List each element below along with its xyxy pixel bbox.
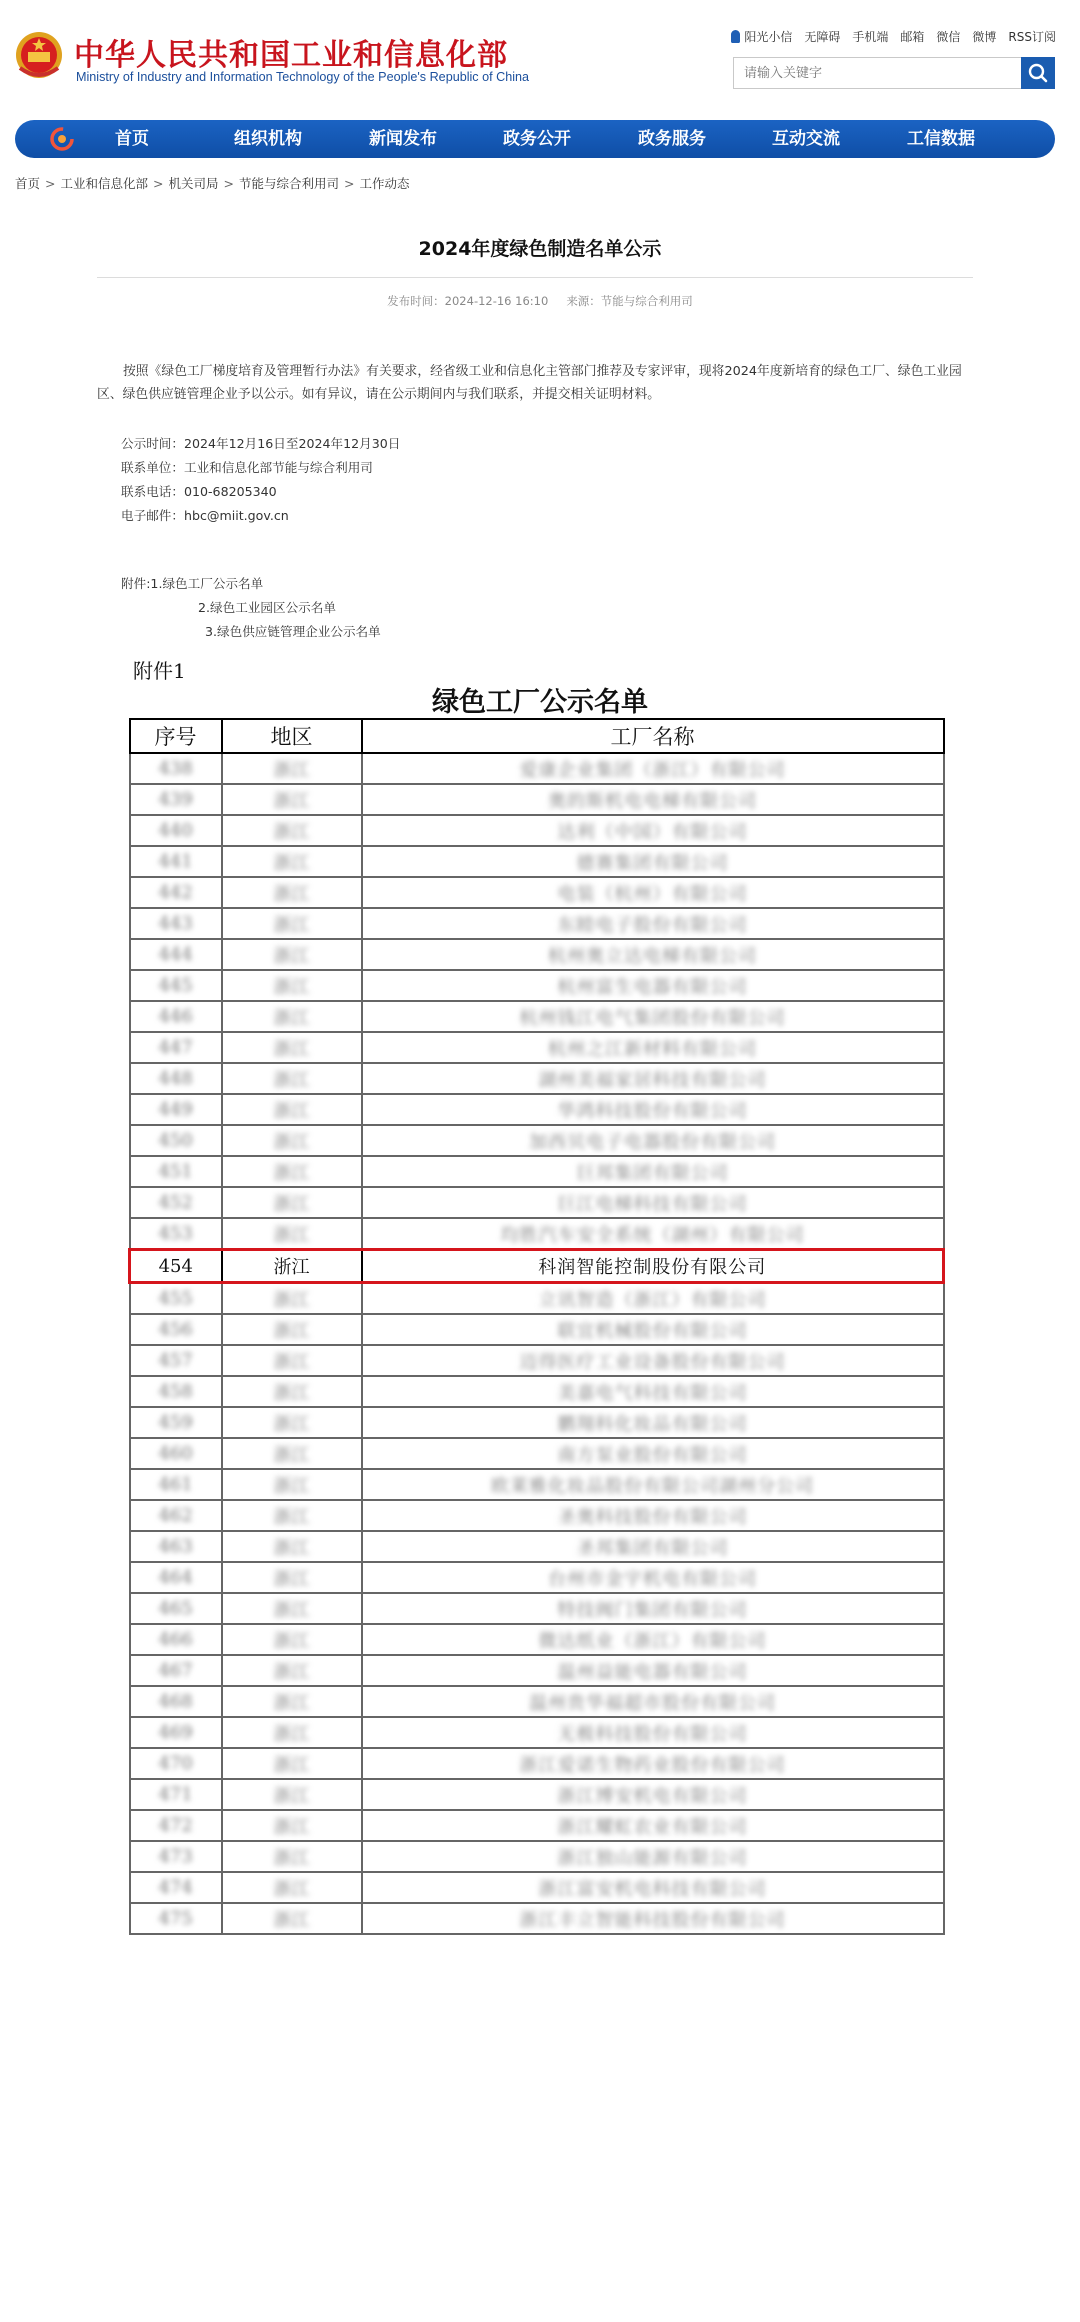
cell-region: 浙江 (222, 1903, 362, 1934)
top-link-weibo[interactable]: 微博 (972, 30, 997, 44)
cell-region: 浙江 (222, 1063, 362, 1094)
search-box (733, 57, 1055, 89)
cell-no: 458 (130, 1376, 222, 1407)
cell-no: 465 (130, 1593, 222, 1624)
cell-no: 446 (130, 1001, 222, 1032)
top-links (731, 28, 1056, 45)
cell-no: 454 (130, 1250, 222, 1283)
table-body (130, 753, 944, 1934)
sunshine-icon (731, 30, 740, 43)
table-row (130, 1314, 944, 1345)
top-link-rss[interactable]: RSS订阅 (1008, 30, 1056, 44)
breadcrumb-ministry[interactable]: 工业和信息化部 (60, 176, 149, 191)
breadcrumb-separator: > (344, 176, 355, 191)
cell-region: 浙江 (222, 784, 362, 815)
cell-factory-name: 南方泵业股份有限公司 (362, 1438, 944, 1469)
cell-no: 456 (130, 1314, 222, 1345)
cell-no: 451 (130, 1156, 222, 1187)
cell-region: 浙江 (222, 1562, 362, 1593)
cell-region: 浙江 (222, 1841, 362, 1872)
table-row (130, 1063, 944, 1094)
table-row (130, 1748, 944, 1779)
cell-factory-name: 科润智能控制股份有限公司 (362, 1250, 944, 1283)
table-row (130, 1438, 944, 1469)
cell-no: 468 (130, 1686, 222, 1717)
cell-factory-name: 联宜机械股份有限公司 (362, 1314, 944, 1345)
cell-no: 439 (130, 784, 222, 815)
attachment-link-2[interactable]: 2.绿色工业园区公示名单 (198, 600, 336, 615)
cell-no: 470 (130, 1748, 222, 1779)
cell-region: 浙江 (222, 877, 362, 908)
cell-region: 浙江 (222, 1407, 362, 1438)
table-row (130, 1655, 944, 1686)
nav-news[interactable]: 新闻发布 (369, 129, 437, 149)
table-row (130, 1345, 944, 1376)
cell-factory-name: 立讯智造（浙江）有限公司 (362, 1283, 944, 1315)
cell-factory-name: 电装（杭州）有限公司 (362, 877, 944, 908)
cell-factory-name: 浙江独山能源有限公司 (362, 1841, 944, 1872)
cell-no: 461 (130, 1469, 222, 1500)
cell-region: 浙江 (222, 1810, 362, 1841)
cell-factory-name: 德赛集团有限公司 (362, 846, 944, 877)
table-row (130, 1624, 944, 1655)
column-header-factory: 工厂名称 (362, 719, 944, 753)
cell-factory-name: 无极科技股份有限公司 (362, 1717, 944, 1748)
cell-region: 浙江 (222, 1872, 362, 1903)
cell-no: 455 (130, 1283, 222, 1315)
cell-factory-name: 湖州美福家居科技有限公司 (362, 1063, 944, 1094)
table-row (130, 1187, 944, 1218)
breadcrumb-energy-dept[interactable]: 节能与综合利用司 (239, 176, 340, 191)
table-row (130, 1407, 944, 1438)
cell-no: 459 (130, 1407, 222, 1438)
site-subtitle: Ministry of Industry and Information Technology of the People's Republic of China (76, 70, 529, 84)
search-icon (1021, 57, 1055, 89)
green-factory-table (128, 718, 945, 1935)
cell-region: 浙江 (222, 970, 362, 1001)
table-title: 绿色工厂公示名单 (432, 687, 648, 718)
article-intro: 按照《绿色工厂梯度培育及管理暂行办法》有关要求，经省级工业和信息化主管部门推荐及专家评审，现将2024年度新培育的绿色工厂、绿色工业园区、绿色供应链管理企业予以公示。如有异议，请在公示期间内与我们联系，并提交相关证明材料。 (97, 364, 962, 402)
table-row (130, 815, 944, 846)
nav-home[interactable]: 首页 (115, 129, 149, 149)
national-emblem-icon[interactable] (14, 30, 64, 82)
table-row (130, 1376, 944, 1407)
table-row (130, 1593, 944, 1624)
table-row (130, 939, 944, 970)
cell-factory-name: 加西贝电子电器股份有限公司 (362, 1125, 944, 1156)
top-link-mobile[interactable]: 手机端 (852, 30, 889, 44)
breadcrumb-separator: > (45, 176, 56, 191)
top-link-mail[interactable]: 邮箱 (900, 30, 925, 44)
top-link-accessibility[interactable]: 无障碍 (804, 30, 841, 44)
cell-factory-name: 达利（中国）有限公司 (362, 815, 944, 846)
cell-region: 浙江 (222, 1469, 362, 1500)
cell-region: 浙江 (222, 1717, 362, 1748)
cell-factory-name: 华鸿科技股份有限公司 (362, 1094, 944, 1125)
cell-region: 浙江 (222, 1125, 362, 1156)
article-meta (0, 293, 1080, 309)
table-row (130, 908, 944, 939)
cell-factory-name: 温州益能电器有限公司 (362, 1655, 944, 1686)
notice-period: 公示时间：2024年12月16日至2024年12月30日 (121, 436, 401, 451)
table-row-highlighted (130, 1250, 944, 1283)
cell-factory-name: 爱康企业集团（浙江）有限公司 (362, 753, 944, 784)
cell-region: 浙江 (222, 1032, 362, 1063)
cell-factory-name: 浙江富安机电科技有限公司 (362, 1872, 944, 1903)
cell-no: 443 (130, 908, 222, 939)
top-link-wechat[interactable]: 微信 (936, 30, 961, 44)
search-button[interactable] (1021, 57, 1055, 89)
cell-no: 464 (130, 1562, 222, 1593)
cell-no: 452 (130, 1187, 222, 1218)
cell-no: 462 (130, 1500, 222, 1531)
top-link-sunshine[interactable] (731, 28, 792, 45)
cell-no: 467 (130, 1655, 222, 1686)
cell-region: 浙江 (222, 753, 362, 784)
cell-region: 浙江 (222, 1686, 362, 1717)
cell-region: 浙江 (222, 1187, 362, 1218)
cell-no: 438 (130, 753, 222, 784)
cell-factory-name: 浙江博安机电有限公司 (362, 1779, 944, 1810)
contact-unit: 联系单位：工业和信息化部节能与综合利用司 (121, 460, 373, 475)
table-row (130, 1125, 944, 1156)
table-row (130, 1500, 944, 1531)
breadcrumb-departments[interactable]: 机关司局 (168, 176, 219, 191)
cell-region: 浙江 (222, 1283, 362, 1315)
cell-region: 浙江 (222, 1779, 362, 1810)
breadcrumb-separator: > (223, 176, 234, 191)
cell-no: 457 (130, 1345, 222, 1376)
table-row (130, 784, 944, 815)
cell-region: 浙江 (222, 1748, 362, 1779)
nav-government-affairs[interactable]: 政务公开 (503, 129, 571, 149)
cell-region: 浙江 (222, 846, 362, 877)
table-row (130, 1810, 944, 1841)
table-row (130, 970, 944, 1001)
cell-factory-name: 奥的斯机电电梯有限公司 (362, 784, 944, 815)
cell-region: 浙江 (222, 939, 362, 970)
breadcrumb-separator: > (153, 176, 164, 191)
nav-government-services[interactable]: 政务服务 (638, 129, 706, 149)
cell-no: 469 (130, 1717, 222, 1748)
attachment-link-3[interactable]: 3.绿色供应链管理企业公示名单 (205, 624, 381, 639)
table-row (130, 753, 944, 784)
cell-region: 浙江 (222, 1314, 362, 1345)
nav-interaction[interactable]: 互动交流 (772, 129, 840, 149)
cell-region: 浙江 (222, 1001, 362, 1032)
cell-region: 浙江 (222, 1624, 362, 1655)
table-row (130, 1717, 944, 1748)
cell-no: 471 (130, 1779, 222, 1810)
publish-time: 发布时间：2024-12-16 16:10 (387, 294, 549, 308)
table-row (130, 1531, 944, 1562)
cell-region: 浙江 (222, 1218, 362, 1250)
cell-no: 453 (130, 1218, 222, 1250)
cell-region: 浙江 (222, 1655, 362, 1686)
breadcrumb-home[interactable]: 首页 (15, 176, 41, 191)
contact-phone: 联系电话：010-68205340 (121, 484, 277, 499)
cell-region: 浙江 (222, 1438, 362, 1469)
cell-factory-name: 杭州钱江电气集团股份有限公司 (362, 1001, 944, 1032)
miit-logo-icon[interactable] (50, 127, 74, 151)
cell-factory-name: 微达纸业（浙江）有限公司 (362, 1624, 944, 1655)
cell-factory-name: 台州市金宇机电有限公司 (362, 1562, 944, 1593)
cell-factory-name: 圣邦集团有限公司 (362, 1531, 944, 1562)
table-row (130, 846, 944, 877)
table-row (130, 1562, 944, 1593)
cell-region: 浙江 (222, 1345, 362, 1376)
cell-factory-name: 欧莱雅化妆品股份有限公司湖州分公司 (362, 1469, 944, 1500)
cell-no: 449 (130, 1094, 222, 1125)
table-row (130, 1903, 944, 1934)
cell-no: 475 (130, 1903, 222, 1934)
cell-region: 浙江 (222, 908, 362, 939)
cell-region: 浙江 (222, 1593, 362, 1624)
attachment-link-1[interactable]: 附件:1.绿色工厂公示名单 (121, 576, 264, 591)
cell-factory-name: 温州贵华福超市股份有限公司 (362, 1686, 944, 1717)
breadcrumb-work-news[interactable]: 工作动态 (359, 176, 410, 191)
table-row (130, 877, 944, 908)
cell-region: 浙江 (222, 1156, 362, 1187)
cell-region: 浙江 (222, 1376, 362, 1407)
nav-organization[interactable]: 组织机构 (234, 129, 302, 149)
cell-factory-name: 杭州富生电器有限公司 (362, 970, 944, 1001)
cell-no: 440 (130, 815, 222, 846)
column-header-no: 序号 (130, 719, 222, 753)
main-nav (15, 120, 1055, 158)
table-row (130, 1156, 944, 1187)
cell-factory-name: 特技阀门集团有限公司 (362, 1593, 944, 1624)
table-row (130, 1779, 944, 1810)
cell-factory-name: 鹏翔科化妆品有限公司 (362, 1407, 944, 1438)
cell-region: 浙江 (222, 1500, 362, 1531)
table-row (130, 1001, 944, 1032)
table-row (130, 1469, 944, 1500)
nav-data[interactable]: 工信数据 (907, 129, 975, 149)
table-row (130, 1841, 944, 1872)
cell-factory-name: 浙江丰立智能科技股份有限公司 (362, 1903, 944, 1934)
article-source: 来源：节能与综合利用司 (566, 294, 693, 308)
cell-no: 450 (130, 1125, 222, 1156)
title-divider (97, 277, 973, 278)
table-row (130, 1094, 944, 1125)
cell-no: 441 (130, 846, 222, 877)
cell-no: 466 (130, 1624, 222, 1655)
article-title: 2024年度绿色制造名单公示 (418, 238, 662, 260)
cell-factory-name: 圣奥科技股份有限公司 (362, 1500, 944, 1531)
cell-no: 445 (130, 970, 222, 1001)
cell-factory-name: 巨江电梯科技有限公司 (362, 1187, 944, 1218)
cell-no: 447 (130, 1032, 222, 1063)
site-title[interactable]: 中华人民共和国工业和信息化部 (74, 38, 508, 73)
cell-factory-name: 浙江耀虹农业有限公司 (362, 1810, 944, 1841)
cell-factory-name: 浙江爱诺生物药业股份有限公司 (362, 1748, 944, 1779)
cell-factory-name: 杭州奥立达电梯有限公司 (362, 939, 944, 970)
cell-factory-name: 均胜汽车安全系统（湖州）有限公司 (362, 1218, 944, 1250)
column-header-region: 地区 (222, 719, 362, 753)
cell-factory-name: 迈得医疗工业设备股份有限公司 (362, 1345, 944, 1376)
cell-region: 浙江 (222, 1094, 362, 1125)
cell-no: 442 (130, 877, 222, 908)
table-row (130, 1686, 944, 1717)
table-row (130, 1283, 944, 1315)
cell-no: 473 (130, 1841, 222, 1872)
cell-no: 472 (130, 1810, 222, 1841)
cell-no: 448 (130, 1063, 222, 1094)
attachment-label: 附件1 (133, 659, 186, 683)
search-input[interactable] (734, 58, 1022, 88)
cell-factory-name: 美嘉电气科技有限公司 (362, 1376, 944, 1407)
cell-factory-name: 杭州之江新材料有限公司 (362, 1032, 944, 1063)
breadcrumb (15, 174, 410, 192)
cell-no: 444 (130, 939, 222, 970)
cell-no: 460 (130, 1438, 222, 1469)
site-header (0, 0, 1080, 110)
cell-no: 463 (130, 1531, 222, 1562)
cell-region: 浙江 (222, 815, 362, 846)
table-header-row (130, 719, 944, 753)
table-row (130, 1032, 944, 1063)
cell-region: 浙江 (222, 1250, 362, 1283)
table-row (130, 1218, 944, 1250)
top-link-label: 阳光小信 (744, 30, 793, 44)
cell-factory-name: 东睦电子股份有限公司 (362, 908, 944, 939)
table-row (130, 1872, 944, 1903)
cell-region: 浙江 (222, 1531, 362, 1562)
cell-factory-name: 巨邦集团有限公司 (362, 1156, 944, 1187)
contact-email: 电子邮件：hbc@miit.gov.cn (121, 508, 289, 523)
cell-no: 474 (130, 1872, 222, 1903)
